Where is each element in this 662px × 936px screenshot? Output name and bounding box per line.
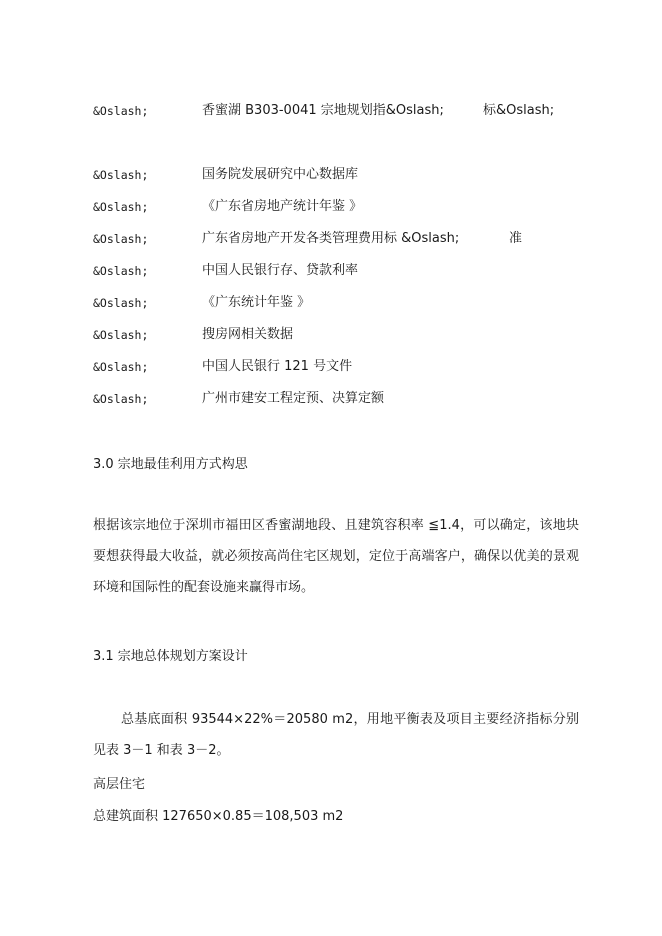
list-item-tail: 准 [509, 231, 523, 246]
list-item: 广东省房地产开发各类管理费用标 &Oslash; [202, 231, 460, 246]
subheading-high-rise: 高层住宅 [93, 777, 146, 792]
bullet-marker: &Oslash; [93, 264, 149, 278]
list-item: 搜房网相关数据 [202, 327, 294, 342]
bullet-marker: &Oslash; [93, 392, 149, 406]
bullet-marker: &Oslash; [93, 360, 149, 374]
list-item: 《广东省房地产统计年鉴 》 [202, 199, 363, 214]
section-3-0-paragraph: 根据该宗地位于深圳市福田区香蜜湖地段、且建筑容积率 ≦1.4，可以确定，该地块要想获得最大收益，就必须按高尚住宅区规划，定位于高端客户，确保以优美的景观环境和国际性的配套设施来赢得市场。 [93, 518, 579, 595]
sources-header-tail: 标&Oslash; [483, 103, 555, 118]
bullet-marker: &Oslash; [93, 200, 149, 214]
list-item: 广州市建安工程定预、决算定额 [202, 391, 385, 406]
bullet-marker: &Oslash; [93, 328, 149, 342]
bullet-marker: &Oslash; [93, 296, 149, 310]
list-item: 中国人民银行存、贷款利率 [202, 263, 359, 278]
list-item: 《广东统计年鉴 》 [202, 295, 311, 310]
section-3-1-paragraph: 总基底面积 93544×22%＝20580 m2，用地平衡表及项目主要经济指标分别见表 3－1 和表 3－2。 [93, 712, 579, 758]
sources-header-text: 香蜜湖 B303-0041 宗地规划指&Oslash; [202, 103, 444, 118]
bullet-marker: &Oslash; [93, 168, 149, 182]
section-heading-3-0: 3.0 宗地最佳利用方式构思 [93, 457, 248, 472]
section-heading-3-1: 3.1 宗地总体规划方案设计 [93, 649, 248, 664]
total-building-area: 总建筑面积 127650×0.85＝108,503 m2 [93, 809, 344, 824]
bullet-marker: &Oslash; [93, 104, 149, 118]
list-item: 国务院发展研究中心数据库 [202, 167, 359, 182]
list-item: 中国人民银行 121 号文件 [202, 359, 353, 374]
bullet-marker: &Oslash; [93, 232, 149, 246]
